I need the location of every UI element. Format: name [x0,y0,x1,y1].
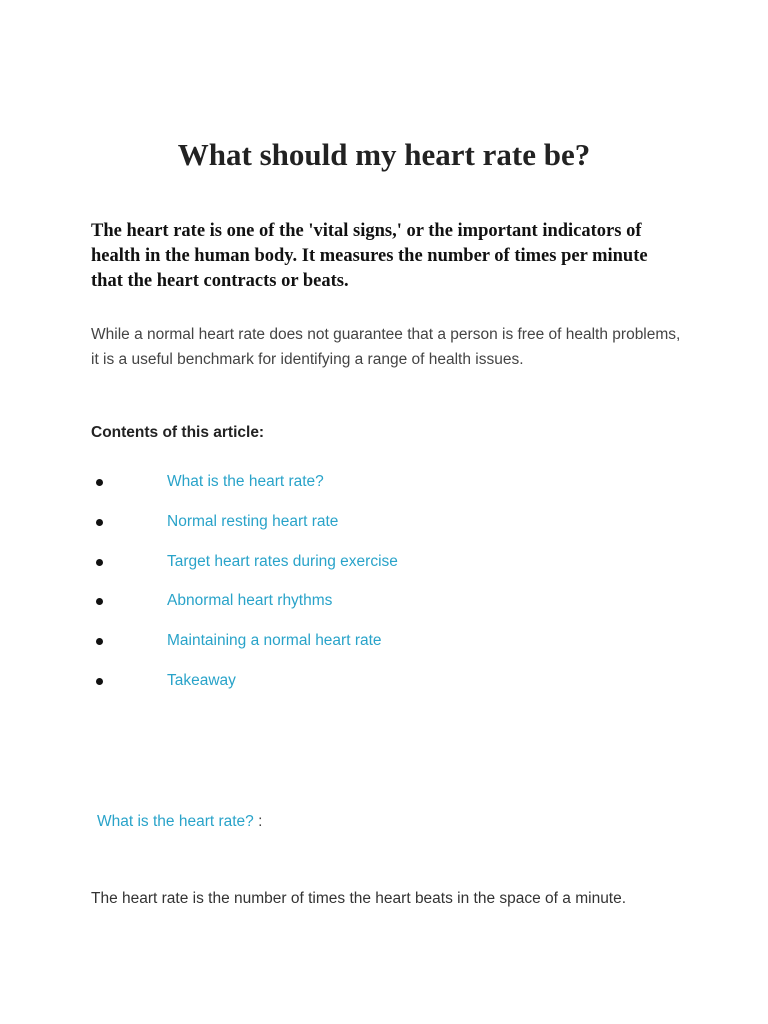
bullet-icon [96,598,103,605]
toc-item-maintaining [0,629,768,653]
section-heading [97,811,262,833]
toc-item-takeaway [0,669,768,693]
section-body: The heart rate is the number of times the heart beats in the space of a minute. [91,890,627,907]
toc-link-takeaway[interactable]: Takeaway [167,672,236,689]
intro-paragraph: While a normal heart rate does not guarantee that a person is free of health problems, it is a useful benchmark for identifying a range of health issues. [91,326,681,368]
toc-link-maintaining[interactable]: Maintaining a normal heart rate [167,632,382,649]
section-heading-link[interactable]: What is the heart rate? [97,813,254,830]
bullet-icon [96,519,103,526]
page-title: What should my heart rate be? [177,137,591,172]
toc-link-target-rates[interactable]: Target heart rates during exercise [167,553,398,570]
toc-link-normal-resting[interactable]: Normal resting heart rate [167,513,339,530]
toc-item-target-rates [0,550,768,574]
toc-item-what-is-heart-rate [0,470,768,494]
bullet-icon [96,638,103,645]
toc-link-abnormal-rhythms[interactable]: Abnormal heart rhythms [167,592,333,609]
bullet-icon [96,479,103,486]
contents-heading: Contents of this article: [91,424,265,441]
section-heading-suffix: : [253,813,263,830]
toc-item-normal-resting [0,510,768,534]
toc-link-what-is-heart-rate[interactable]: What is the heart rate? [167,473,324,490]
toc-item-abnormal-rhythms [0,589,768,613]
bullet-icon [96,678,103,685]
bullet-icon [96,559,103,566]
lead-paragraph: The heart rate is one of the 'vital signs,' or the important indicators of health in the human body. It measures the number of times per minute that the heart contracts or beats. [91,221,648,291]
